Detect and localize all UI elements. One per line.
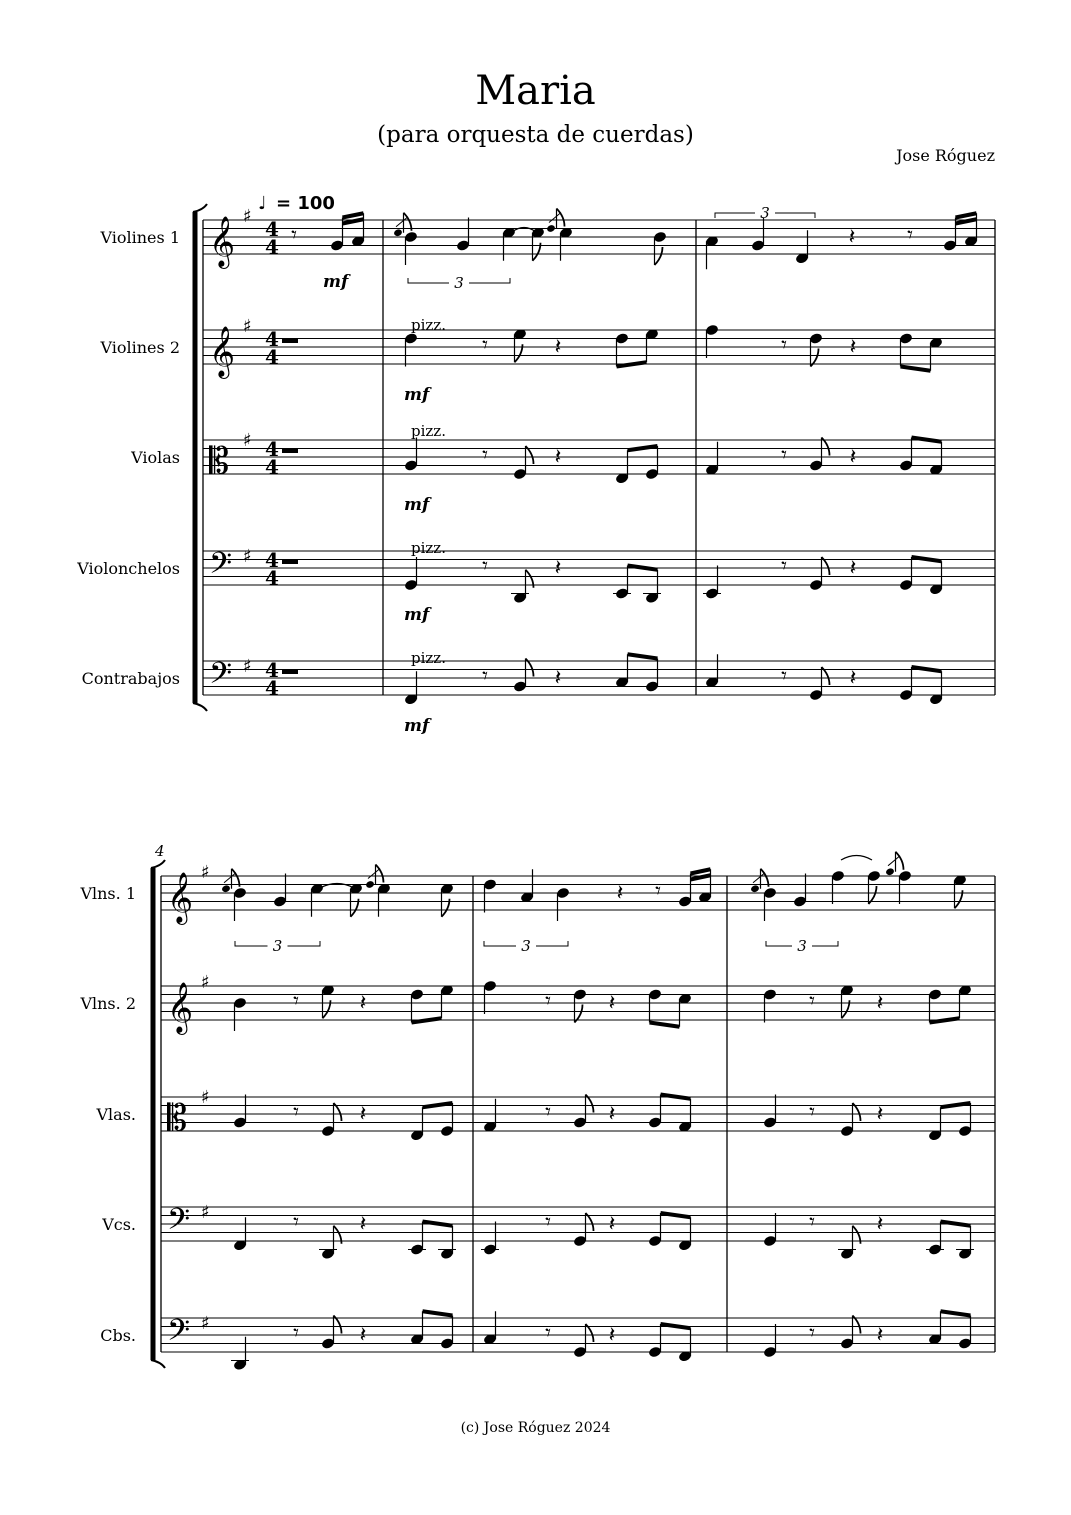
bass-clef-icon: 𝄢 <box>209 657 233 698</box>
notehead <box>546 224 556 233</box>
note <box>809 332 823 366</box>
note <box>404 557 418 591</box>
beam <box>661 1095 691 1099</box>
grace-slash <box>549 213 561 223</box>
key-sharp-icon: ♯ <box>201 1202 210 1223</box>
note <box>615 332 629 366</box>
tie <box>841 856 872 861</box>
time-signature-denominator: 4 <box>265 235 279 259</box>
key-sharp-icon: ♯ <box>243 546 252 567</box>
time-signature-numerator: 4 <box>265 548 279 572</box>
note <box>958 984 972 1018</box>
note <box>410 988 424 1022</box>
instrument-label: Violonchelos <box>77 559 180 578</box>
time-signature-numerator: 4 <box>265 327 279 351</box>
note <box>943 218 957 252</box>
note <box>809 667 830 701</box>
note <box>648 988 662 1022</box>
quarter-rest-icon: 𝄽 <box>359 1102 367 1127</box>
key-sharp-icon: ♯ <box>243 656 252 677</box>
note <box>404 332 418 366</box>
tuplet-number: 3 <box>760 204 770 222</box>
grace-slash <box>888 856 900 866</box>
eighth-rest-icon: 𝄾 <box>545 1100 551 1125</box>
eighth-rest-icon: 𝄾 <box>809 989 815 1014</box>
eighth-rest-icon: 𝄾 <box>809 1100 815 1125</box>
instrument-label: Violines 2 <box>100 338 180 357</box>
note <box>953 874 967 908</box>
note <box>481 1222 499 1256</box>
note <box>928 988 942 1022</box>
note <box>483 878 497 912</box>
bracket-hook-bottom <box>151 1360 165 1368</box>
instrument-label: Vlas. <box>96 1105 136 1124</box>
note <box>408 1222 426 1256</box>
eighth-rest-icon: 𝄾 <box>781 664 787 689</box>
tempo-note-icon: ♩ <box>258 193 267 214</box>
notehead <box>750 884 760 893</box>
quarter-rest-icon: 𝄽 <box>876 991 884 1016</box>
eighth-rest-icon: 𝄾 <box>809 1210 815 1235</box>
note <box>233 887 247 921</box>
quarter-rest-icon: 𝄽 <box>608 991 616 1016</box>
system-2 <box>151 842 995 1368</box>
pizz-marking: pizz. <box>411 422 446 440</box>
beam <box>628 654 658 658</box>
note <box>613 566 631 600</box>
note <box>763 988 777 1022</box>
bass-clef-icon: 𝄢 <box>167 1203 191 1244</box>
system-1 <box>193 204 995 711</box>
quarter-rest-icon: 𝄽 <box>554 666 562 691</box>
note <box>404 671 418 705</box>
note <box>546 209 564 233</box>
quarter-rest-icon: 𝄽 <box>554 335 562 360</box>
pizz-marking: pizz. <box>411 316 446 334</box>
tuplet-number: 3 <box>797 937 807 955</box>
note <box>377 882 391 916</box>
note <box>899 667 913 701</box>
note <box>705 324 719 358</box>
quarter-rest-icon: 𝄽 <box>608 1212 616 1237</box>
pizz-marking: pizz. <box>411 539 446 557</box>
time-signature-numerator: 4 <box>265 437 279 461</box>
note <box>751 218 765 252</box>
quarter-rest-icon: 𝄽 <box>849 556 857 581</box>
note <box>648 1324 662 1358</box>
note <box>573 1324 594 1358</box>
note <box>556 887 570 921</box>
note <box>899 438 913 472</box>
quarter-rest-icon: 𝄽 <box>359 1212 367 1237</box>
instrument-label: Cbs. <box>100 1326 136 1345</box>
whole-rest <box>282 560 298 565</box>
note <box>531 226 545 260</box>
notehead <box>365 880 375 889</box>
note <box>678 1217 692 1251</box>
note <box>793 874 807 908</box>
instrument-label: Violas <box>131 448 180 467</box>
note <box>838 1226 861 1260</box>
key-sharp-icon: ♯ <box>243 316 252 337</box>
note <box>645 659 659 693</box>
bass-clef-icon: 𝄢 <box>167 1314 191 1355</box>
note <box>867 870 881 904</box>
flag <box>896 852 904 870</box>
quarter-rest-icon: 𝄽 <box>608 1102 616 1127</box>
eighth-rest-icon: 𝄾 <box>482 443 488 468</box>
eighth-rest-icon: 𝄾 <box>781 333 787 358</box>
staff-2 <box>203 316 995 379</box>
dynamic-mf: mf <box>404 385 430 405</box>
instrument-label: Contrabajos <box>81 669 180 688</box>
measure-number: 4 <box>155 842 165 860</box>
note <box>438 1226 456 1260</box>
note <box>231 1337 249 1371</box>
grace-slash <box>224 873 236 883</box>
key-sharp-icon: ♯ <box>201 862 210 883</box>
note <box>404 438 418 472</box>
time-signature-denominator: 4 <box>265 566 279 590</box>
eighth-rest-icon: 𝄾 <box>293 989 299 1014</box>
beam <box>956 213 977 217</box>
note <box>483 1099 497 1133</box>
beam <box>691 869 711 873</box>
note <box>404 231 418 265</box>
flag <box>557 209 565 227</box>
dynamic-mf: mf <box>404 716 430 736</box>
note <box>645 446 659 480</box>
eighth-rest-icon: 𝄾 <box>293 1100 299 1125</box>
note <box>319 1226 342 1260</box>
note <box>678 1328 692 1362</box>
note <box>233 997 247 1031</box>
flag <box>376 865 384 883</box>
bracket-hook-top <box>193 204 207 212</box>
quarter-rest-icon: 𝄽 <box>849 335 857 360</box>
quarter-rest-icon: 𝄽 <box>876 1323 884 1348</box>
note <box>233 1095 247 1129</box>
note <box>233 1217 247 1251</box>
pizz-marking: pizz. <box>411 649 446 667</box>
staff-2 <box>161 972 995 1035</box>
time-signature-denominator: 4 <box>265 455 279 479</box>
composer-name: Jose Róguez <box>896 146 995 165</box>
score-title: Maria <box>475 68 596 114</box>
key-sharp-icon: ♯ <box>201 1313 210 1334</box>
note <box>440 882 454 916</box>
key-sharp-icon: ♯ <box>243 430 252 451</box>
note <box>648 1213 662 1247</box>
note <box>926 1222 944 1256</box>
eighth-rest-icon: 𝄾 <box>291 223 297 248</box>
note <box>885 852 903 876</box>
instrument-label: Vlns. 2 <box>80 994 136 1013</box>
note <box>763 887 777 921</box>
note <box>483 1311 497 1345</box>
staff-4 <box>203 546 995 590</box>
note <box>678 874 692 908</box>
note <box>795 230 809 264</box>
eighth-rest-icon: 𝄾 <box>781 443 787 468</box>
note <box>958 1316 972 1350</box>
note <box>929 561 943 595</box>
staff-1 <box>203 206 995 269</box>
note <box>573 988 587 1022</box>
note <box>831 870 845 904</box>
beam <box>628 446 658 450</box>
note <box>221 869 239 893</box>
note <box>615 654 629 688</box>
note <box>645 328 659 362</box>
quarter-rest-icon: 𝄽 <box>554 556 562 581</box>
treble-clef-icon: 𝄞 <box>209 216 236 267</box>
time-signature-numerator: 4 <box>265 658 279 682</box>
alto-clef-icon: 𝄡 <box>167 1098 188 1139</box>
instrument-label: Vlns. 1 <box>80 884 136 903</box>
note <box>899 332 913 366</box>
note <box>703 566 721 600</box>
time-signature-denominator: 4 <box>265 345 279 369</box>
treble-clef-icon: 𝄞 <box>209 326 236 377</box>
note <box>615 450 629 484</box>
note <box>513 446 534 480</box>
note <box>929 442 943 476</box>
grace-slash <box>753 873 765 883</box>
key-sharp-icon: ♯ <box>201 972 210 993</box>
note <box>483 980 497 1014</box>
note <box>321 1316 342 1350</box>
notehead <box>885 867 895 876</box>
eighth-rest-icon: 𝄾 <box>781 554 787 579</box>
key-sharp-icon: ♯ <box>243 206 252 227</box>
tuplet-number: 3 <box>521 937 531 955</box>
quarter-rest-icon: 𝄽 <box>876 1102 884 1127</box>
beam <box>650 1023 680 1027</box>
note <box>440 1316 454 1350</box>
alto-clef-icon: 𝄡 <box>209 441 230 482</box>
beam <box>661 1213 691 1217</box>
instrument-label: Violines 1 <box>100 228 180 247</box>
beam <box>343 213 364 217</box>
note <box>365 865 383 889</box>
note <box>678 992 692 1026</box>
quarter-rest-icon: 𝄽 <box>616 881 624 906</box>
notehead <box>221 884 231 893</box>
tuplet-number: 3 <box>272 937 283 955</box>
bass-clef-icon: 𝄢 <box>209 547 233 588</box>
quarter-rest-icon: 𝄽 <box>848 225 856 250</box>
beam <box>423 1311 453 1315</box>
note <box>653 231 667 265</box>
score-subtitle: (para orquesta de cuerdas) <box>377 122 694 148</box>
note <box>349 882 363 916</box>
note <box>929 336 943 370</box>
note <box>513 659 534 693</box>
whole-rest <box>282 339 298 344</box>
note <box>705 654 719 688</box>
eighth-rest-icon: 𝄾 <box>482 333 488 358</box>
key-sharp-icon: ♯ <box>201 1087 210 1108</box>
beam <box>941 1222 971 1226</box>
eighth-rest-icon: 𝄾 <box>293 1210 299 1235</box>
note <box>330 218 344 252</box>
note <box>705 235 719 269</box>
note <box>321 984 335 1018</box>
note <box>840 984 854 1018</box>
quarter-rest-icon: 𝄽 <box>608 1323 616 1348</box>
note <box>440 984 454 1018</box>
treble-clef-icon: 𝄞 <box>167 872 194 923</box>
tempo-marking <box>258 193 335 214</box>
note <box>502 226 516 260</box>
whole-rest <box>282 449 298 454</box>
eighth-rest-icon: 𝄾 <box>655 879 661 904</box>
eighth-rest-icon: 𝄾 <box>545 1210 551 1235</box>
time-signature-denominator: 4 <box>265 676 279 700</box>
note <box>958 1103 972 1137</box>
bracket-hook-bottom <box>193 703 207 711</box>
note <box>928 1107 942 1141</box>
note <box>929 671 943 705</box>
note <box>321 1103 342 1137</box>
dynamic-mf: mf <box>404 605 430 625</box>
eighth-rest-icon: 𝄾 <box>545 1321 551 1346</box>
beam <box>423 1222 453 1226</box>
note <box>763 1213 777 1247</box>
note <box>440 1103 454 1137</box>
beam <box>941 1311 971 1315</box>
quarter-rest-icon: 𝄽 <box>359 1323 367 1348</box>
note <box>559 226 573 260</box>
note <box>928 1311 942 1345</box>
note <box>513 328 527 362</box>
grace-slash <box>396 217 408 227</box>
note <box>678 1099 692 1133</box>
note <box>809 438 830 472</box>
tuplet-number: 3 <box>454 274 464 292</box>
copyright-notice: (c) Jose Róguez 2024 <box>460 1420 611 1436</box>
note <box>750 869 768 893</box>
time-signature-numerator: 4 <box>265 217 279 241</box>
eighth-rest-icon: 𝄾 <box>482 554 488 579</box>
note <box>410 1107 424 1141</box>
beam <box>912 667 942 671</box>
quarter-rest-icon: 𝄽 <box>554 445 562 470</box>
note <box>573 1213 594 1247</box>
note <box>273 874 287 908</box>
dynamic-mf: mf <box>323 272 349 292</box>
staff-3 <box>161 1087 995 1139</box>
beam <box>423 1103 453 1107</box>
note <box>456 218 470 252</box>
beam <box>912 557 942 561</box>
beam <box>930 1018 960 1022</box>
quarter-rest-icon: 𝄽 <box>849 666 857 691</box>
staff-3 <box>203 430 995 482</box>
beam <box>941 1103 971 1107</box>
beam <box>901 367 931 371</box>
instrument-label: Vcs. <box>102 1215 136 1234</box>
treble-clef-icon: 𝄞 <box>167 982 194 1033</box>
beam <box>912 438 942 442</box>
bracket-hook-top <box>151 860 165 868</box>
note <box>520 869 534 903</box>
note <box>648 1095 662 1129</box>
note <box>840 1103 861 1137</box>
eighth-rest-icon: 𝄾 <box>545 989 551 1014</box>
note <box>899 557 913 591</box>
note <box>956 1226 974 1260</box>
quarter-rest-icon: 𝄽 <box>359 991 367 1016</box>
dynamic-mf: mf <box>404 495 430 515</box>
grace-slash <box>368 869 380 879</box>
note <box>573 1095 594 1129</box>
whole-rest <box>282 670 298 675</box>
note <box>840 1316 861 1350</box>
note <box>511 570 534 604</box>
note <box>763 1095 777 1129</box>
eighth-rest-icon: 𝄾 <box>809 1321 815 1346</box>
note <box>763 1324 777 1358</box>
beam <box>617 362 647 366</box>
staff-5 <box>203 656 995 700</box>
beam <box>661 1324 691 1328</box>
eighth-rest-icon: 𝄾 <box>482 664 488 689</box>
beam <box>628 566 658 570</box>
note <box>705 442 719 476</box>
beam <box>412 1018 442 1022</box>
note <box>809 557 830 591</box>
quarter-rest-icon: 𝄽 <box>849 445 857 470</box>
note <box>643 570 661 604</box>
flag <box>655 247 663 265</box>
tempo-value: = 100 <box>276 193 335 214</box>
eighth-rest-icon: 𝄾 <box>293 1321 299 1346</box>
note <box>898 870 912 904</box>
note <box>410 1311 424 1345</box>
eighth-rest-icon: 𝄾 <box>907 223 913 248</box>
notehead <box>393 228 403 237</box>
quarter-rest-icon: 𝄽 <box>876 1212 884 1237</box>
